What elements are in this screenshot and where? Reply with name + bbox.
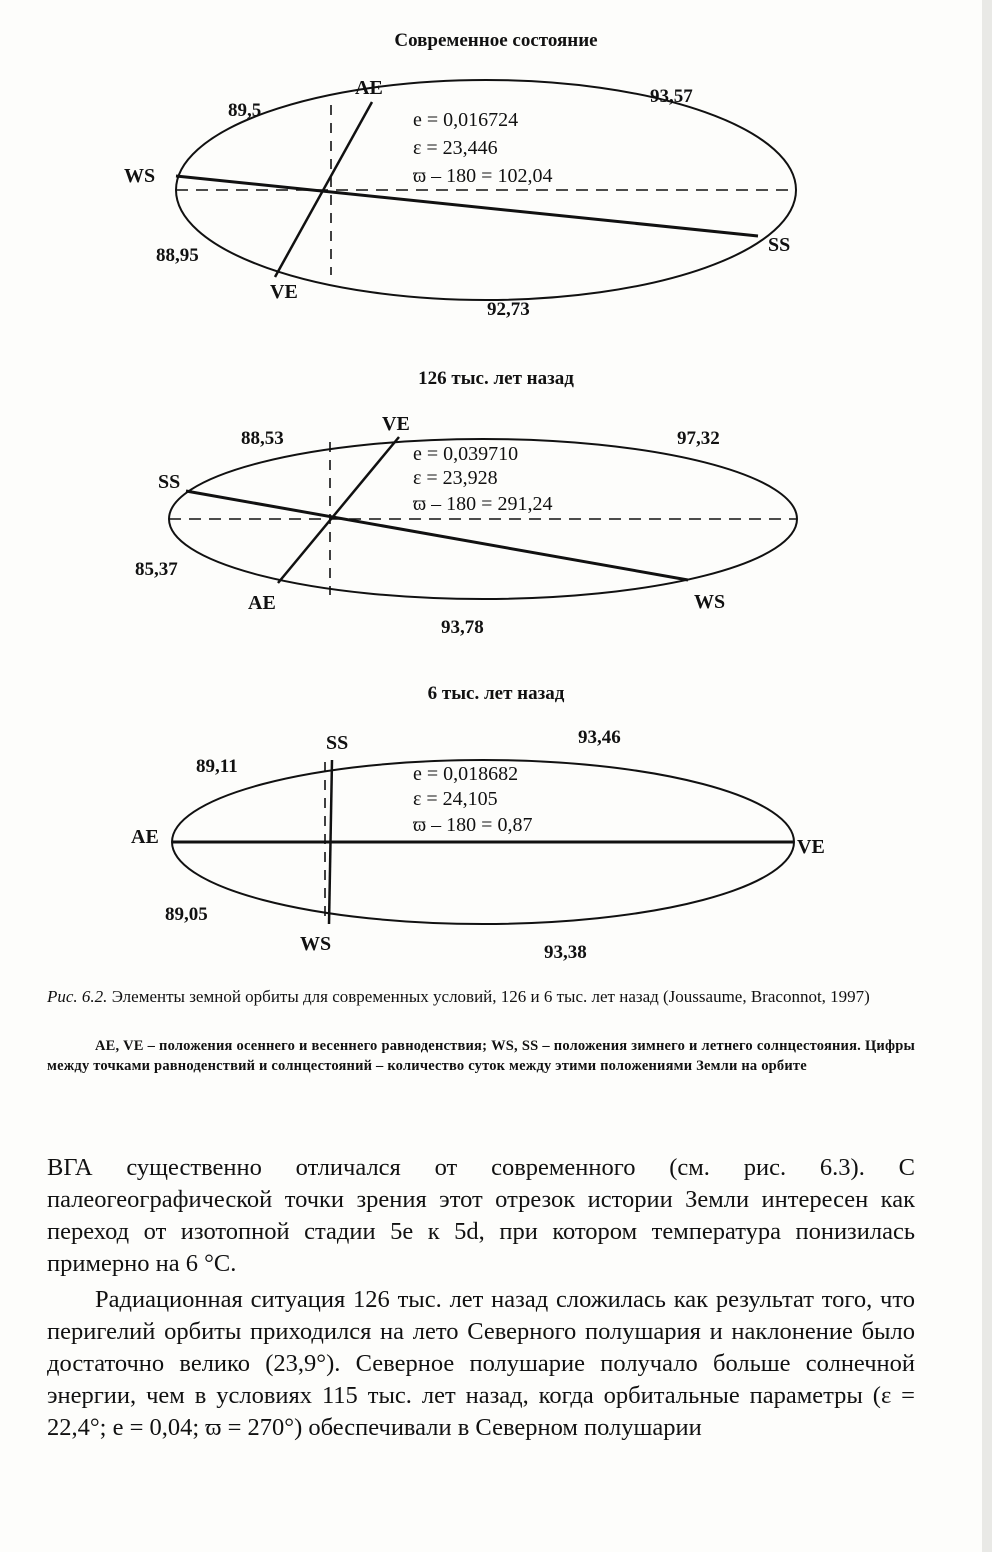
- label-bottom: WS: [300, 933, 332, 955]
- param-obliquity: ε = 24,105: [413, 788, 498, 810]
- label-left: WS: [124, 165, 156, 187]
- figure-caption: [47, 986, 915, 1008]
- param-perihelion: ϖ – 180 = 291,24: [413, 493, 553, 515]
- paragraph-1: ВГА существенно отличался от современного (см. рис. 6.3). С палеогеографической точки зрения этот отрезок истории Земли интересен как переход от изотопной стадии 5e к 5d, при котором температура понизилась примерно на 6 °C.: [47, 1154, 915, 1277]
- caption-text: Элементы земной орбиты для современных условий, 126 и 6 тыс. лет назад (Joussaume, Braconnot, 1997): [107, 987, 870, 1006]
- param-obliquity: ε = 23,446: [413, 137, 498, 159]
- figure-title: Современное состояние: [394, 30, 598, 51]
- param-perihelion: ϖ – 180 = 0,87: [413, 814, 533, 836]
- days-bottom-right: 93,38: [544, 942, 587, 963]
- label-left: AE: [131, 826, 159, 848]
- days-bottom-left: 88,95: [156, 245, 199, 266]
- param-eccentricity: e = 0,039710: [413, 443, 519, 465]
- label-right: WS: [694, 591, 726, 613]
- label-right: VE: [797, 836, 825, 858]
- label-top: AE: [355, 77, 383, 99]
- caption-lead: Рис. 6.2.: [47, 987, 108, 1006]
- days-bottom-right: 93,78: [441, 617, 484, 638]
- figure-title: 6 тыс. лет назад: [427, 683, 565, 704]
- days-bottom-left: 85,37: [135, 559, 178, 580]
- label-left: SS: [158, 471, 181, 493]
- days-top-left: 89,5: [228, 100, 262, 121]
- figure-title: 126 тыс. лет назад: [418, 368, 574, 389]
- days-bottom-left: 89,05: [165, 904, 208, 925]
- days-top-left: 89,11: [196, 756, 238, 777]
- caption-note: AE, VE – положения осеннего и весеннего равноденствия; WS, SS – положения зимнего и летнего солнцестояния. Цифры между точками равноденствий и солнцестояний – количество суток между этими положениями Земли на орбите: [47, 1038, 915, 1074]
- label-right: SS: [768, 234, 791, 256]
- paragraph-2: Радиационная ситуация 126 тыс. лет назад сложилась как результат того, что перигелий орбиты приходился на лето Северного полушария и наклонение было достаточно велико (23,9°). Северное полушарие получало больше солнечной энергии, чем в условиях 115 тыс. лет назад, когда орбитальные параметры (ε = 22,4°; e = 0,04; ϖ = 270°) обеспечивали в Северном полушарии: [47, 1286, 915, 1441]
- days-top-right: 93,46: [578, 727, 621, 748]
- label-top: SS: [326, 732, 349, 754]
- days-bottom-right: 92,73: [487, 299, 530, 320]
- body-text: [47, 1152, 915, 1444]
- solstice-line: [329, 760, 332, 924]
- label-bottom: VE: [270, 281, 298, 303]
- label-top: VE: [382, 413, 410, 435]
- param-obliquity: ε = 23,928: [413, 467, 498, 489]
- param-perihelion: ϖ – 180 = 102,04: [413, 165, 553, 187]
- days-top-right: 93,57: [650, 86, 693, 107]
- days-top-right: 97,32: [677, 428, 720, 449]
- param-eccentricity: e = 0,018682: [413, 763, 519, 785]
- days-top-left: 88,53: [241, 428, 284, 449]
- label-bottom: AE: [248, 592, 276, 614]
- param-eccentricity: e = 0,016724: [413, 109, 519, 131]
